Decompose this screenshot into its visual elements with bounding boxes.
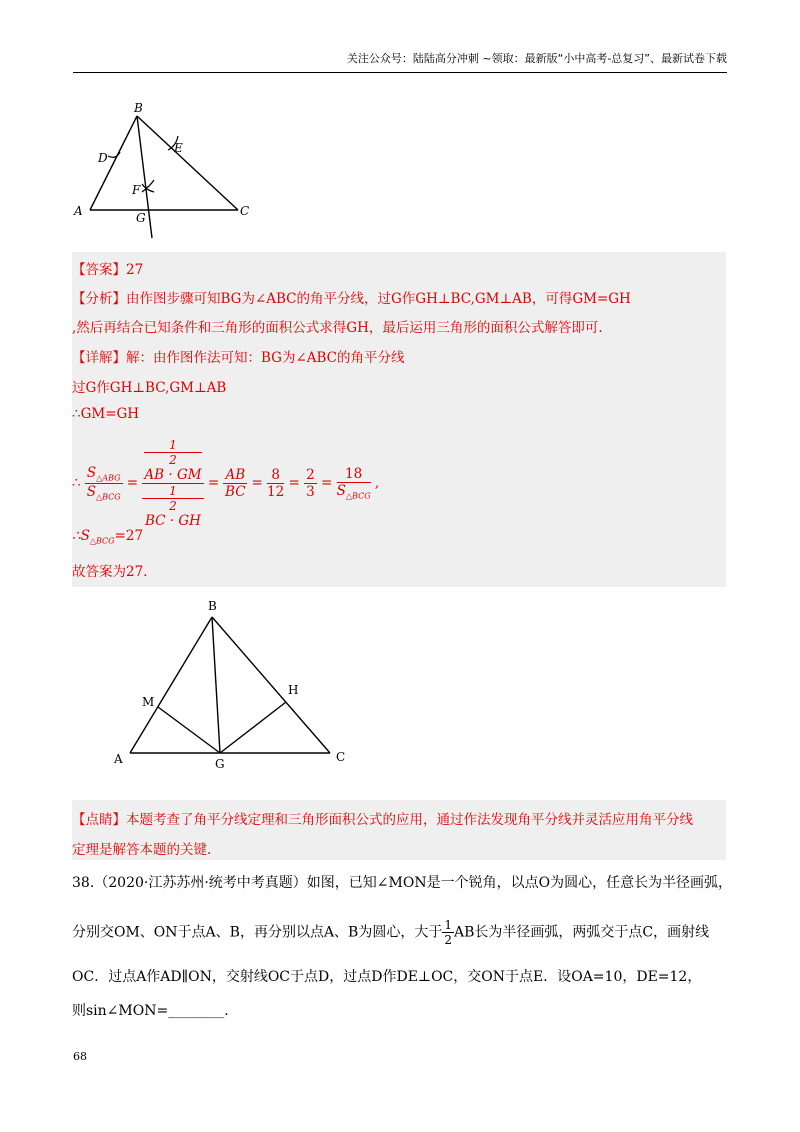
segment-gh [220, 702, 286, 753]
label-d: D [98, 151, 108, 165]
detail-line-1: 【详解】解：由作图作法可知：BG为∠ABC的角平分线 [72, 350, 405, 366]
comment-line-2: 定理是解答本题的关键. [72, 842, 212, 858]
analysis-line-2: ,然后再结合已知条件和三角形的面积公式求得GH，最后运用三角形的面积公式解答即可. [72, 320, 603, 336]
construction-figure [70, 98, 270, 243]
detail-line-3: ∴GM=GH [72, 406, 140, 422]
label-b: B [134, 101, 143, 115]
question-line-3: OC．过点A作AD∥ON，交射线OC于点D，过点D作DE⊥OC，交ON于点E．设OA=10，DE=12， [72, 969, 702, 985]
segment-bc [137, 116, 238, 210]
label-e: E [174, 141, 183, 155]
analysis-line-1: 【分析】由作图步骤可知BG为∠ABC的角平分线，过G作GH⊥BC,GM⊥AB，可得GM=GH [72, 291, 631, 307]
segment-bc [212, 617, 330, 753]
label-a: A [74, 204, 83, 218]
solution-figure [72, 590, 390, 795]
page-number: 68 [73, 1050, 87, 1063]
comment-line-1: 【点睛】本题考查了角平分线定理和三角形面积公式的应用，通过作法发现角平分线并灵活应用角平分线 [72, 812, 693, 828]
result-line: $\therefore S_{\triangle BCG}=27$ [72, 528, 144, 546]
label-b: B [208, 599, 217, 613]
label-g: G [136, 211, 146, 225]
page-header: 关注公众号：陆陆高分冲刺 ~领取：最新版“小中高考-总复习”、最新试卷下载 [73, 50, 727, 73]
segment-bg [212, 617, 220, 753]
label-c: C [336, 750, 346, 764]
label-c: C [240, 204, 250, 218]
question-line-1: 38.（2020·江苏苏州·统考中考真题）如图，已知∠MON是一个锐角，以点O为圆心，任意长为半径画弧， [72, 875, 733, 891]
label-g: G [215, 757, 225, 771]
answer-line: 【答案】27 [72, 262, 144, 278]
area-ratio-formula: ∴ $\frac{S_{\triangle ABG}}{S_{\triangle BCG}}$ = 1 2 AB · GM 1 2 BC · GH = $\frac{AB}{BC}$ = $\frac{8}{12}$ = $\frac{2}{3}$ = $\frac{18}{S_{\triangle BCG}}$ , [72, 438, 380, 529]
detail-line-2: 过G作GH⊥BC,GM⊥AB [72, 380, 227, 396]
segment-ab [130, 617, 212, 753]
question-line-2: 分别交OM、ON于点A、B，再分别以点A、B为圆心，大于 $\frac{1}{2}$ AB长为半径画弧，两弧交于点C，画射线 [72, 918, 710, 947]
segment-gm [158, 707, 220, 753]
question-line-4: 则sin∠MON=________. [72, 1003, 229, 1019]
final-answer-line: 故答案为27. [72, 564, 148, 580]
label-f: F [132, 183, 141, 197]
label-h: H [288, 683, 299, 697]
label-m: M [142, 695, 155, 709]
label-a: A [114, 752, 123, 766]
